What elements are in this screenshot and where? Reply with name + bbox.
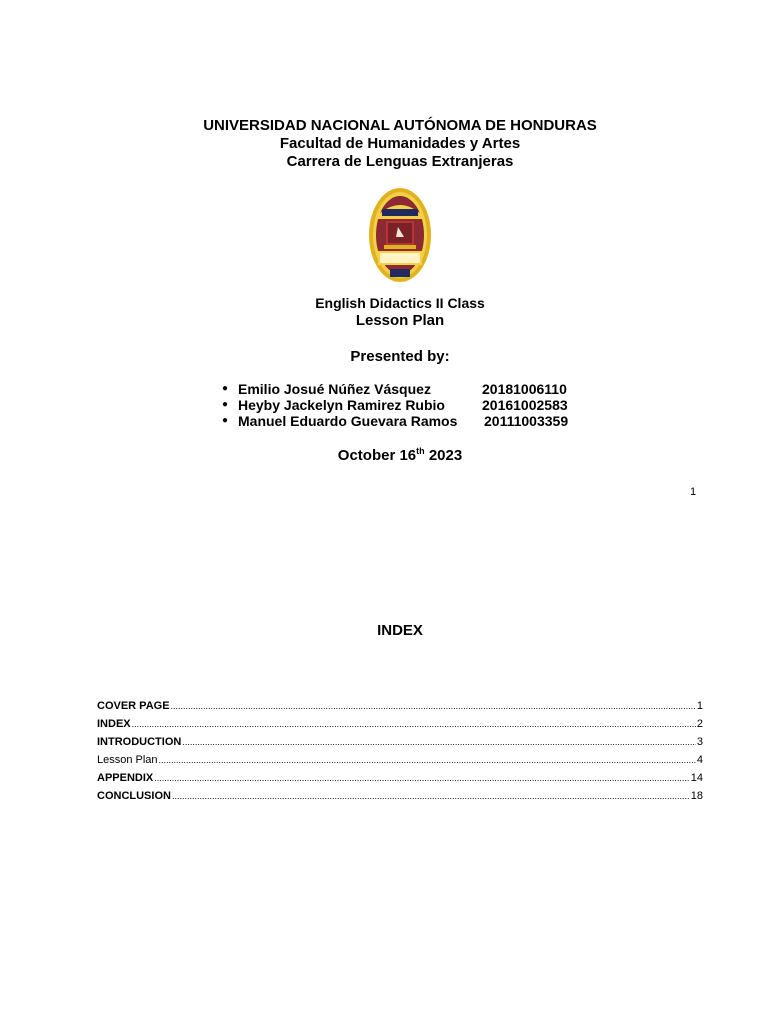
toc-leader-dots [172,787,690,805]
toc-entry-cover-page[interactable] [97,697,703,715]
member-name: Manuel Eduardo Guevara Ramos [238,413,458,429]
toc-page: 14 [690,772,703,784]
toc-entry-index[interactable] [97,715,703,733]
member-name: Emilio Josué Núñez Vásquez [238,381,431,397]
presented-by-label: Presented by: [350,348,450,365]
toc-page: 2 [696,718,703,730]
toc-page: 3 [696,736,703,748]
member-item [222,413,622,429]
toc-entry-lesson-plan[interactable] [97,751,703,769]
class-name: English Didactics II Class [315,295,485,311]
date-ordinal-suffix: th [416,446,425,456]
university-name: UNIVERSIDAD NACIONAL AUTÓNOMA DE HONDURAS [203,117,597,134]
member-id: 20111003359 [484,413,569,429]
member-item [222,381,622,397]
toc-label: INTRODUCTION [97,736,182,748]
university-seal-logo [368,187,432,283]
toc-label: CONCLUSION [97,790,171,802]
toc-leader-dots [132,715,696,733]
member-item [222,397,622,413]
toc-leader-dots [154,769,690,787]
members-list [222,381,622,429]
toc-entry-conclusion[interactable] [97,787,703,805]
toc-label: APPENDIX [97,772,154,784]
page-number: 1 [690,486,697,498]
toc-leader-dots [171,697,696,715]
member-id: 20161002583 [482,397,568,413]
date-month-day: October 16 [337,447,417,464]
bullet-icon: ● [222,415,229,426]
table-of-contents [97,697,703,805]
date-year: 2023 [428,447,463,464]
bullet-icon: ● [222,399,229,410]
toc-label: Lesson Plan [97,754,158,766]
toc-page: 4 [696,754,703,766]
toc-entry-introduction[interactable] [97,733,703,751]
toc-label: COVER PAGE [97,700,170,712]
member-id: 20181006110 [482,381,567,397]
toc-page: 1 [696,700,703,712]
toc-leader-dots [159,751,696,769]
member-name: Heyby Jackelyn Ramirez Rubio [238,397,445,413]
toc-label: INDEX [97,718,131,730]
bullet-icon: ● [222,383,229,394]
document-title: Lesson Plan [355,312,445,329]
presentation-date [0,446,768,464]
career-name: Carrera de Lenguas Extranjeras [286,153,514,170]
index-title: INDEX [377,622,423,639]
toc-page: 18 [690,790,703,802]
toc-leader-dots [182,733,696,751]
faculty-name: Facultad de Humanidades y Artes [279,135,521,152]
toc-entry-appendix[interactable] [97,769,703,787]
